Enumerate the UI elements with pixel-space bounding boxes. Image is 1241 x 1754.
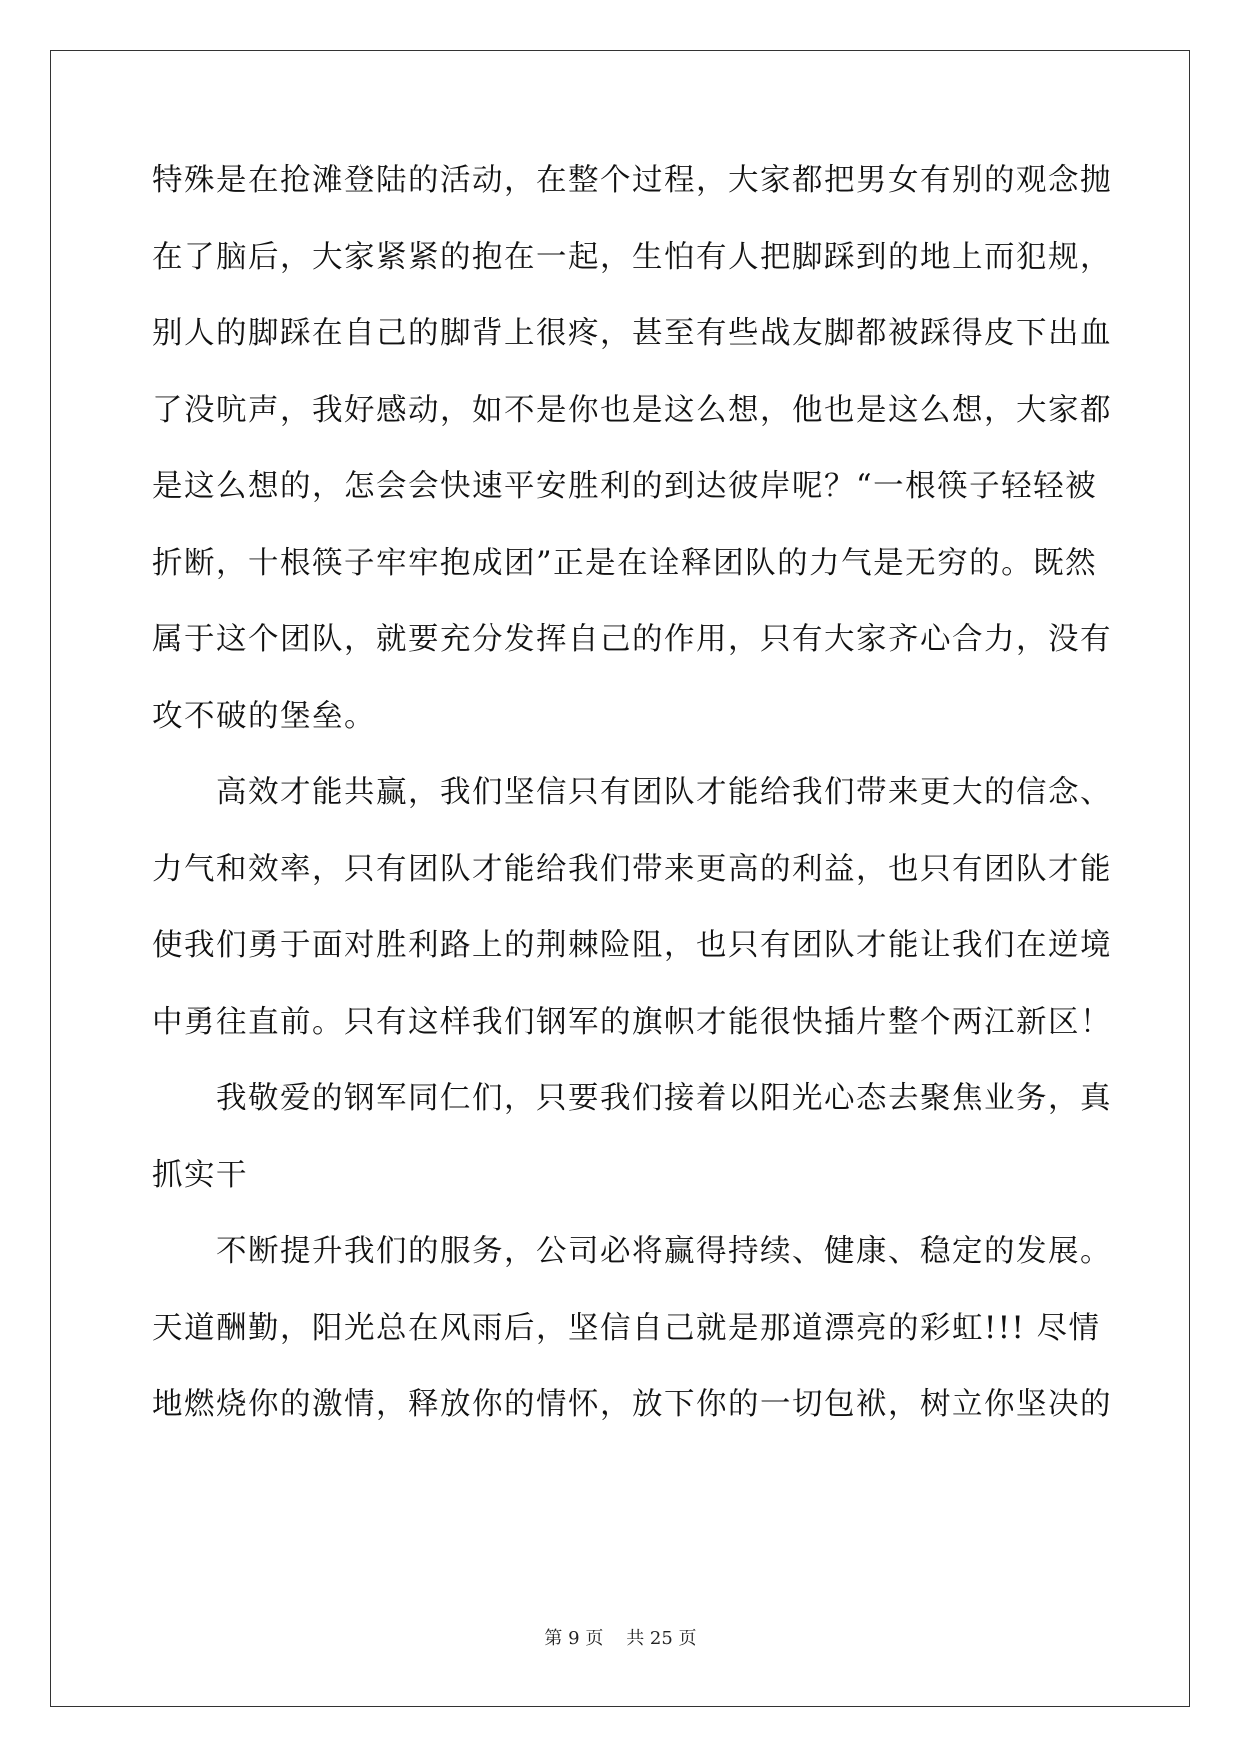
text-line: 攻不破的堡垒。 xyxy=(152,698,376,734)
text-line: 力气和效率，只有团队才能给我们带来更高的利益，也只有团队才能 xyxy=(152,851,1112,887)
document-body xyxy=(152,161,1112,1462)
text-line: 不断提升我们的服务，公司必将赢得持续、健康、稳定的发展。 xyxy=(216,1234,1112,1269)
text-line: 中勇往直前。只有这样我们钢军的旗帜才能很快插片整个两江新区！ xyxy=(152,1004,1112,1040)
page-number-footer: 第 9 页 共 25 页 xyxy=(544,1628,697,1649)
text-line: 别人的脚踩在自己的脚背上很疼，甚至有些战友脚都被踩得皮下出血 xyxy=(152,316,1112,351)
text-line: 抓实干 xyxy=(152,1157,248,1193)
text-line: 地燃烧你的激情，释放你的情怀，放下你的一切包袱，树立你坚决的 xyxy=(152,1387,1112,1422)
text-line: 了没吭声，我好感动，如不是你也是这么想，他也是这么想，大家都 xyxy=(152,392,1112,428)
text-line: 在了脑后，大家紧紧的抱在一起，生怕有人把脚踩到的地上而犯规， xyxy=(152,239,1112,275)
text-line: 使我们勇于面对胜利路上的荆棘险阻，也只有团队才能让我们在逆境 xyxy=(152,928,1112,963)
text-line: 是这么想的，怎会会快速平安胜利的到达彼岸呢？“一根筷子轻轻被 xyxy=(152,469,1098,504)
text-line: 折断，十根筷子牢牢抱成团”正是在诠释团队的力气是无穷的。既然 xyxy=(152,545,1098,581)
text-line: 特殊是在抢滩登陆的活动，在整个过程，大家都把男女有别的观念抛 xyxy=(152,163,1112,198)
text-line: 属于这个团队，就要充分发挥自己的作用，只有大家齐心合力，没有 xyxy=(152,622,1112,657)
text-line: 天道酬勤，阳光总在风雨后，坚信自己就是那道漂亮的彩虹!!! 尽情 xyxy=(152,1310,1101,1346)
text-line: 高效才能共赢，我们坚信只有团队才能给我们带来更大的信念、 xyxy=(216,775,1112,810)
text-line: 我敬爱的钢军同仁们，只要我们接着以阳光心态去聚焦业务，真 xyxy=(216,1081,1112,1116)
